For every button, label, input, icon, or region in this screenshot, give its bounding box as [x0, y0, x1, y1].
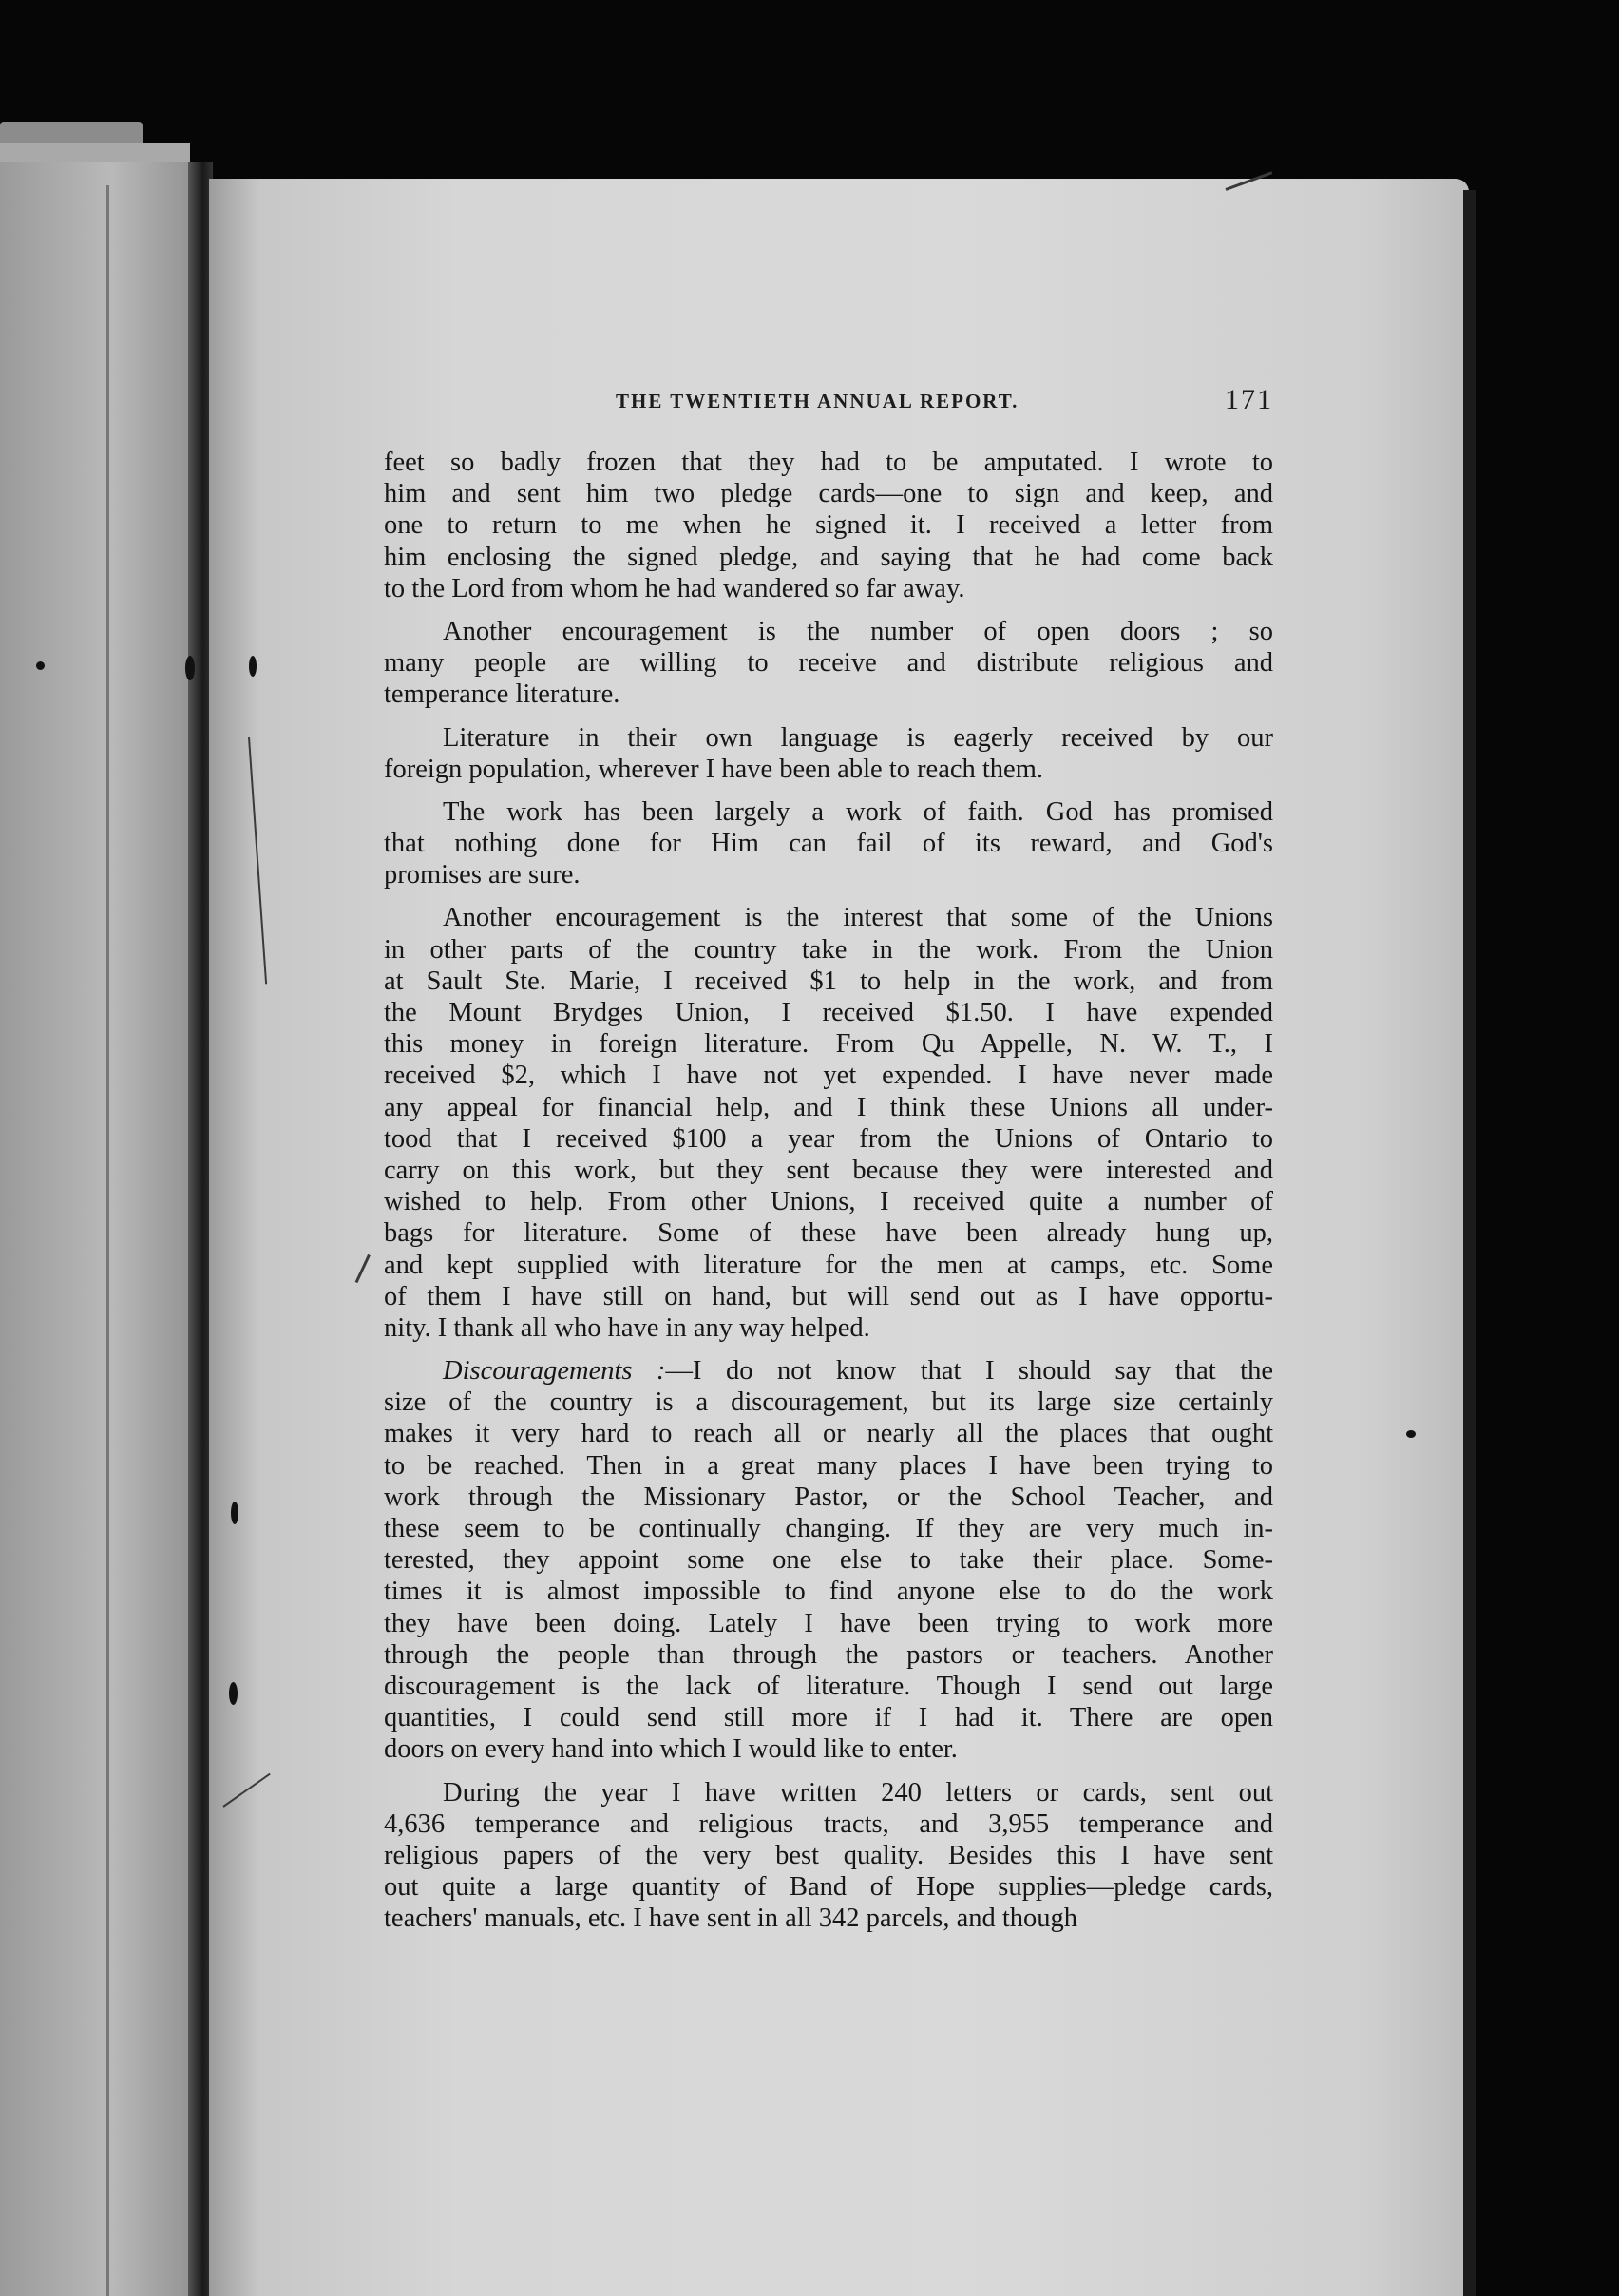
- paragraph: [384, 796, 1273, 891]
- text-line: [384, 1028, 1273, 1060]
- text-line: [384, 542, 1273, 573]
- text-line-content: of them I have still on hand, but will send out as I have opportu-: [384, 1281, 1273, 1311]
- ink-speck: [249, 656, 257, 677]
- ink-speck: [229, 1682, 238, 1705]
- text-line-content: bags for literature. Some of these have been already hung up,: [384, 1218, 1273, 1249]
- text-line-content: him and sent him two pledge cards—one to sign and keep, and: [384, 479, 1273, 509]
- text-line: [384, 1418, 1273, 1449]
- text-line-content: foreign population, wherever I have been able to reach them.: [384, 754, 1043, 784]
- text-line: [384, 1312, 1273, 1344]
- text-line: [384, 1450, 1273, 1482]
- text-line: [384, 1871, 1273, 1903]
- text-line-content: feet so badly frozen that they had to be amputated. I wrote to: [384, 448, 1273, 477]
- text-line-content: promises are sure.: [384, 860, 581, 890]
- text-line-content: the Mount Brydges Union, I received $1.50. I have expended: [384, 998, 1273, 1027]
- text-line: [384, 796, 1273, 828]
- text-line-content: carry on this work, but they sent because they were interested and: [384, 1155, 1273, 1185]
- text-line: [384, 1840, 1273, 1871]
- paragraph: [384, 447, 1273, 604]
- text-line: [384, 1355, 1273, 1387]
- text-line: [384, 1733, 1273, 1765]
- paragraph: [384, 902, 1273, 1344]
- paragraph: [384, 1777, 1273, 1935]
- text-line-content: through the people than through the pastors or teachers. Another: [384, 1639, 1273, 1670]
- text-line: [384, 447, 1273, 478]
- text-line: [384, 1123, 1273, 1155]
- facing-page-edge: [0, 162, 201, 2296]
- text-line-content: to the Lord from whom he had wandered so far away.: [384, 573, 965, 603]
- text-line: [384, 1639, 1273, 1671]
- text-line: [384, 1671, 1273, 1702]
- text-line: [384, 859, 1273, 890]
- text-line: [384, 1513, 1273, 1544]
- text-line-content: they have been doing. Lately I have been trying to work more: [384, 1608, 1273, 1638]
- text-line-content: During the year I have written 240 letters or cards, sent out: [443, 1777, 1273, 1808]
- text-line-content: that nothing done for Him can fail of its reward, and God's: [384, 829, 1273, 859]
- text-line-content: makes it very hard to reach all or nearly all the places that ought: [384, 1419, 1273, 1449]
- text-line-content: in other parts of the country take in the work. From the Union: [384, 934, 1273, 965]
- page-edge-shadow: [1463, 190, 1476, 2296]
- text-line-content: many people are willing to receive and distribute religious and: [384, 648, 1273, 679]
- text-line-content: one to return to me when he signed it. I received a letter from: [384, 510, 1273, 541]
- text-line-content: Another encouragement is the interest that some of the Unions: [443, 903, 1273, 933]
- text-line-content: this money in foreign literature. From Qu Appelle, N. W. T., I: [384, 1029, 1273, 1060]
- text-line: [384, 1387, 1273, 1418]
- text-line-content: religious papers of the very best quality. Besides this I have sent: [384, 1840, 1273, 1870]
- text-line-content: at Sault Ste. Marie, I received $1 to help in the work, and from: [384, 966, 1273, 996]
- ink-speck: [185, 656, 195, 680]
- text-line: [384, 934, 1273, 966]
- text-line: [384, 679, 1273, 710]
- text-line: [384, 1217, 1273, 1249]
- text-line: [384, 509, 1273, 541]
- text-line: [384, 1482, 1273, 1513]
- text-line-content: wished to help. From other Unions, I received quite a number of: [384, 1187, 1273, 1217]
- text-line: [384, 1544, 1273, 1576]
- text-line-content: temperance literature.: [384, 679, 620, 710]
- text-line-content: these seem to be continually changing. If they are very much in-: [384, 1514, 1273, 1543]
- text-line: [384, 1576, 1273, 1607]
- text-line: [384, 478, 1273, 509]
- paragraph: [384, 616, 1273, 711]
- text-line-content: teachers' manuals, etc. I have sent in all 342 parcels, and though: [384, 1904, 1078, 1934]
- text-line: [384, 902, 1273, 933]
- body-text: [384, 447, 1273, 1945]
- text-line-content: discouragement is the lack of literature. Though I send out large: [384, 1671, 1273, 1701]
- text-line: [384, 997, 1273, 1028]
- text-line: [384, 1808, 1273, 1840]
- text-line: [384, 966, 1273, 997]
- text-line: [384, 647, 1273, 679]
- text-line: [384, 1281, 1273, 1312]
- text-line-content: times it is almost impossible to find anyone else to do the work: [384, 1577, 1273, 1607]
- ink-speck: [36, 661, 45, 670]
- italic-lead: Discouragements :: [443, 1356, 666, 1387]
- text-line-content: out quite a large quantity of Band of Hope supplies—pledge cards,: [384, 1872, 1273, 1903]
- text-line: [384, 1250, 1273, 1281]
- text-line-content: terested, they appoint some one else to take their place. Some-: [384, 1545, 1273, 1576]
- text-line: [384, 1155, 1273, 1186]
- paragraph: [384, 722, 1273, 785]
- text-line: [384, 1092, 1273, 1123]
- running-head: THE TWENTIETH ANNUAL REPORT.: [616, 390, 1019, 412]
- paragraph: [384, 1355, 1273, 1765]
- ink-speck: [231, 1502, 238, 1524]
- text-line-content: size of the country is a discouragement, but its large size certainly: [384, 1387, 1273, 1418]
- page-header: [380, 384, 1273, 428]
- text-line: [384, 1060, 1273, 1091]
- text-line-content: —I do not know that I should say that the: [665, 1356, 1273, 1387]
- text-line-content: him enclosing the signed pledge, and saying that he had come back: [384, 542, 1273, 572]
- text-line-content: work through the Missionary Pastor, or the School Teacher, and: [384, 1482, 1273, 1512]
- facing-page-rule: [106, 185, 109, 2296]
- text-line-content: 4,636 temperance and religious tracts, and 3,955 temperance and: [384, 1808, 1273, 1839]
- text-line-content: Literature in their own language is eagerly received by our: [443, 722, 1273, 753]
- text-line: [384, 722, 1273, 754]
- text-line-content: and kept supplied with literature for the men at camps, etc. Some: [384, 1250, 1273, 1280]
- text-line-content: to be reached. Then in a great many places I have been trying to: [384, 1450, 1273, 1481]
- text-line: [384, 828, 1273, 859]
- text-line: [384, 1186, 1273, 1217]
- text-line-content: any appeal for financial help, and I think these Unions all under-: [384, 1092, 1273, 1122]
- page-number: 171: [1225, 384, 1273, 415]
- text-line-content: nity. I thank all who have in any way helped.: [384, 1312, 870, 1343]
- text-line-content: quantities, I could send still more if I had it. There are open: [384, 1703, 1273, 1733]
- text-line: [384, 1608, 1273, 1639]
- text-line: [384, 1903, 1273, 1934]
- text-line: [384, 754, 1273, 785]
- text-line-content: The work has been largely a work of faith. God has promised: [443, 796, 1273, 827]
- text-line: [384, 1702, 1273, 1733]
- text-line-content: received $2, which I have not yet expended. I have never made: [384, 1061, 1273, 1091]
- text-line-content: Another encouragement is the number of open doors ; so: [443, 616, 1273, 646]
- text-line: [384, 573, 1273, 604]
- text-line-content: doors on every hand into which I would like to enter.: [384, 1734, 958, 1765]
- text-line: [384, 616, 1273, 647]
- text-line: [384, 1777, 1273, 1808]
- text-line-content: tood that I received $100 a year from the Unions of Ontario to: [384, 1123, 1273, 1154]
- ink-speck: [1406, 1430, 1416, 1438]
